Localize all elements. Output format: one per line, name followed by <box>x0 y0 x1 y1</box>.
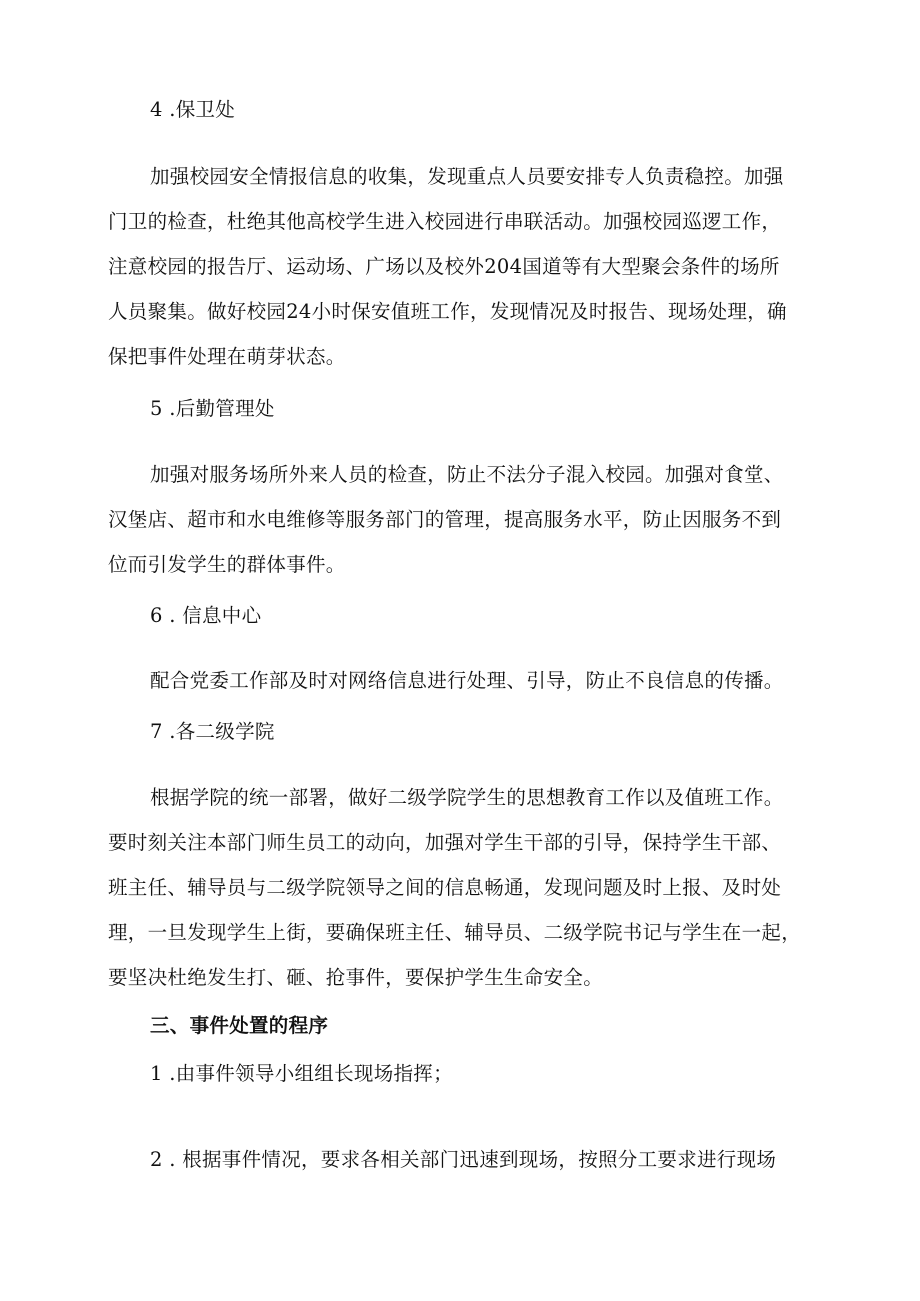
paragraph-line: 根据学院的统一部署，做好二级学院学生的思想教育工作以及值班工作。 <box>150 786 784 809</box>
section-heading-info-center: 6 . 信息中心 <box>150 604 262 627</box>
paragraph-line: 要坚决杜绝发生打、砸、抢事件，要保护学生生命安全。 <box>108 966 604 989</box>
section-heading-security: 4 .保卫处 <box>150 98 236 121</box>
section-heading-colleges: 7 .各二级学院 <box>150 720 275 743</box>
paragraph-line: 汉堡店、超市和水电维修等服务部门的管理，提高服务水平，防止因服务不到 <box>108 508 782 531</box>
paragraph-line: 理，一旦发现学生上街，要确保班主任、辅导员、二级学院书记与学生在一起， <box>108 921 802 944</box>
paragraph-line: 门卫的检查，杜绝其他高校学生进入校园进行串联活动。加强校园巡逻工作， <box>108 210 782 233</box>
paragraph-line: 注意校园的报告厅、运动场、广场以及校外204国道等有大型聚会条件的场所 <box>108 255 780 278</box>
paragraph-line: 位而引发学生的群体事件。 <box>108 553 346 576</box>
paragraph-line: 加强校园安全情报信息的收集，发现重点人员要安排专人负责稳控。加强 <box>150 165 784 188</box>
paragraph-line: 班主任、辅导员与二级学院领导之间的信息畅通，发现问题及时上报、及时处 <box>108 876 782 899</box>
procedure-item: 1 .由事件领导小组组长现场指挥； <box>150 1062 453 1085</box>
paragraph-line: 要时刻关注本部门师生员工的动向，加强对学生干部的引导，保持学生干部、 <box>108 831 782 854</box>
paragraph-line: 加强对服务场所外来人员的检查，防止不法分子混入校园。加强对食堂、 <box>150 463 784 486</box>
paragraph-line: 保把事件处理在萌芽状态。 <box>108 345 346 368</box>
procedure-item: 2 . 根据事件情况，要求各相关部门迅速到现场，按照分工要求进行现场 <box>150 1148 777 1171</box>
paragraph-line: 配合党委工作部及时对网络信息进行处理、引导，防止不良信息的传播。 <box>150 669 784 692</box>
section-heading-procedure: 三、事件处置的程序 <box>150 1014 329 1037</box>
paragraph-line: 人员聚集。做好校园24小时保安值班工作，发现情况及时报告、现场处理，确 <box>108 300 787 323</box>
section-heading-logistics: 5 .后勤管理处 <box>150 397 275 420</box>
